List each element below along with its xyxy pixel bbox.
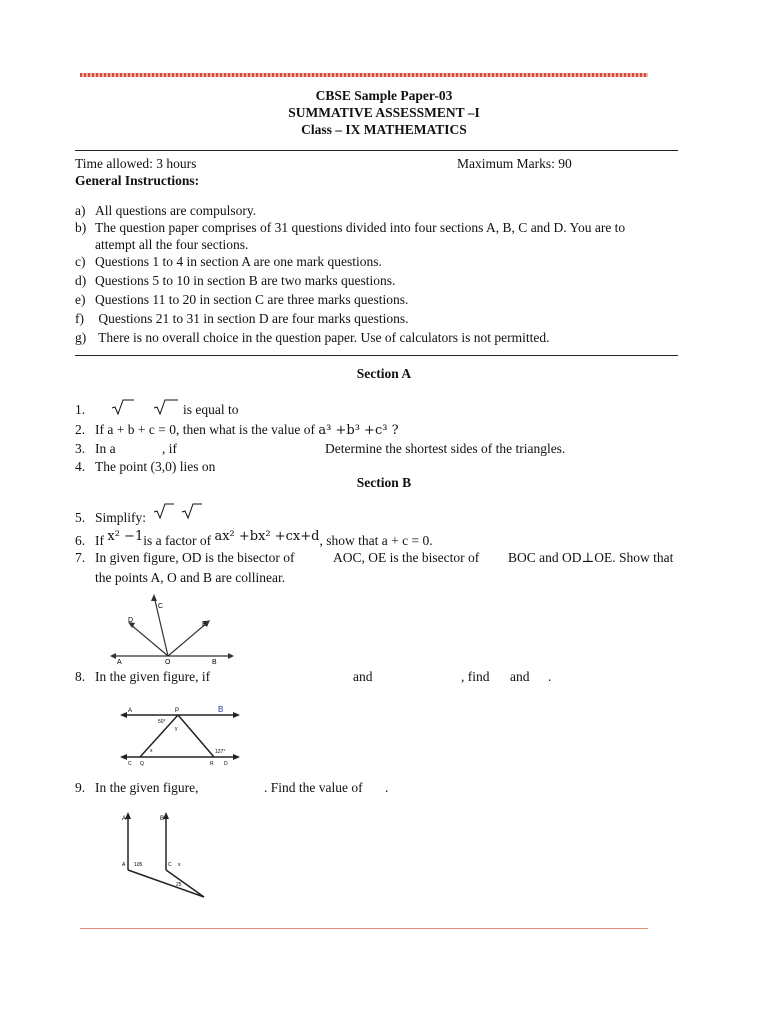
paper-subtitle: SUMMATIVE ASSESSMENT –I — [288, 105, 480, 120]
label-angle-x: x — [150, 748, 153, 754]
section-b-title: Section B — [356, 475, 412, 490]
question-9-b: . Find the value of — [264, 780, 363, 795]
question-7-line2: the points A, O and B are collinear. — [95, 570, 286, 585]
question-4: 4. The point (3,0) lies on — [75, 459, 216, 474]
label-top-left: A — [128, 708, 133, 714]
label-angle-25: 25 — [176, 882, 182, 888]
section-a-title: Section A — [356, 366, 412, 381]
label-top-mid: P — [175, 708, 180, 714]
instruction-item: e) Questions 11 to 20 in section C are three marks questions. — [75, 292, 409, 307]
question-8-b: and — [353, 669, 373, 684]
instruction-item: b) The question paper comprises of 31 questions divided into four sections A, B, C and D. You are to — [75, 220, 626, 235]
label-a: A — [122, 816, 127, 822]
label-o: O — [165, 659, 171, 666]
question-8-e: . — [548, 669, 552, 684]
label-e: E — [202, 621, 207, 628]
label-top-right: B — [218, 705, 224, 714]
maximum-marks: Maximum Marks: 90 — [457, 156, 572, 171]
question-7-b: AOC, OE is the bisector of — [333, 550, 480, 565]
question-7-c: BOC and OD⊥OE. Show that — [508, 550, 674, 565]
label-c: C — [158, 603, 164, 610]
question-3-tail: Determine the shortest sides of the triangles. — [325, 441, 566, 456]
label-bot-left: C — [128, 761, 132, 767]
header-divider — [75, 150, 678, 151]
question-3: 3. In a — [75, 441, 116, 456]
label-b: B — [212, 659, 217, 666]
question-6: 6. If x² −1is a factor of ax² +bx² +cx+d, show that a + c = 0. — [75, 529, 433, 548]
instructions-title: General Instructions: — [75, 173, 200, 188]
question-9-c: . — [385, 780, 389, 795]
time-allowed: Time allowed: 3 hours — [75, 156, 197, 171]
label-bot-q: Q — [140, 761, 144, 767]
paper-class: Class – IX MATHEMATICS — [301, 122, 467, 137]
question-9: 9. In the given figure, — [75, 780, 199, 795]
question-3-mid: , if — [162, 441, 177, 456]
label-x: x — [178, 862, 181, 868]
instruction-item: attempt all the four sections. — [95, 237, 249, 252]
figure-q8 — [118, 703, 242, 769]
label-a-bottom: A — [122, 862, 126, 868]
label-angle-50: 50° — [158, 719, 166, 725]
label-angle-105: 105 — [134, 862, 143, 868]
question-1-text: is equal to — [183, 402, 239, 417]
radical-signs — [152, 501, 204, 521]
label-b: B — [160, 816, 165, 822]
question-7: 7. In given figure, OD is the bisector of — [75, 550, 295, 565]
instructions-divider — [75, 355, 678, 356]
question-5: 5. Simplify: — [75, 510, 147, 525]
figure-q9 — [118, 808, 218, 902]
paper-title: CBSE Sample Paper-03 — [315, 88, 453, 103]
question-8-c: , find — [461, 669, 490, 684]
question-8: 8. In the given figure, if — [75, 669, 211, 684]
label-angle-127: 127° — [215, 749, 226, 755]
label-bot-d: D — [224, 761, 228, 767]
figure-q7 — [108, 590, 238, 666]
instruction-item: a) All questions are compulsory. — [75, 203, 257, 218]
label-angle-y: y — [175, 726, 178, 732]
question-8-d: and — [510, 669, 530, 684]
label-a: A — [117, 659, 122, 666]
question-1: 1. — [75, 402, 86, 417]
header-decorative-band — [80, 73, 648, 77]
instruction-item: g) There is no overall choice in the question paper. Use of calculators is not permitted. — [75, 330, 550, 345]
instruction-item: c) Questions 1 to 4 in section A are one mark questions. — [75, 254, 382, 269]
label-d: D — [128, 617, 134, 624]
radical-signs — [110, 398, 182, 416]
footer-line — [80, 928, 648, 929]
instruction-item: d) Questions 5 to 10 in section B are two marks questions. — [75, 273, 396, 288]
instruction-item: f) Questions 21 to 31 in section D are four marks questions. — [75, 311, 409, 326]
question-2: 2. If a + b + c = 0, then what is the value of a³ +b³ +c³ ? — [75, 422, 399, 438]
label-bot-r: R — [210, 761, 214, 767]
label-c: C — [168, 862, 172, 868]
